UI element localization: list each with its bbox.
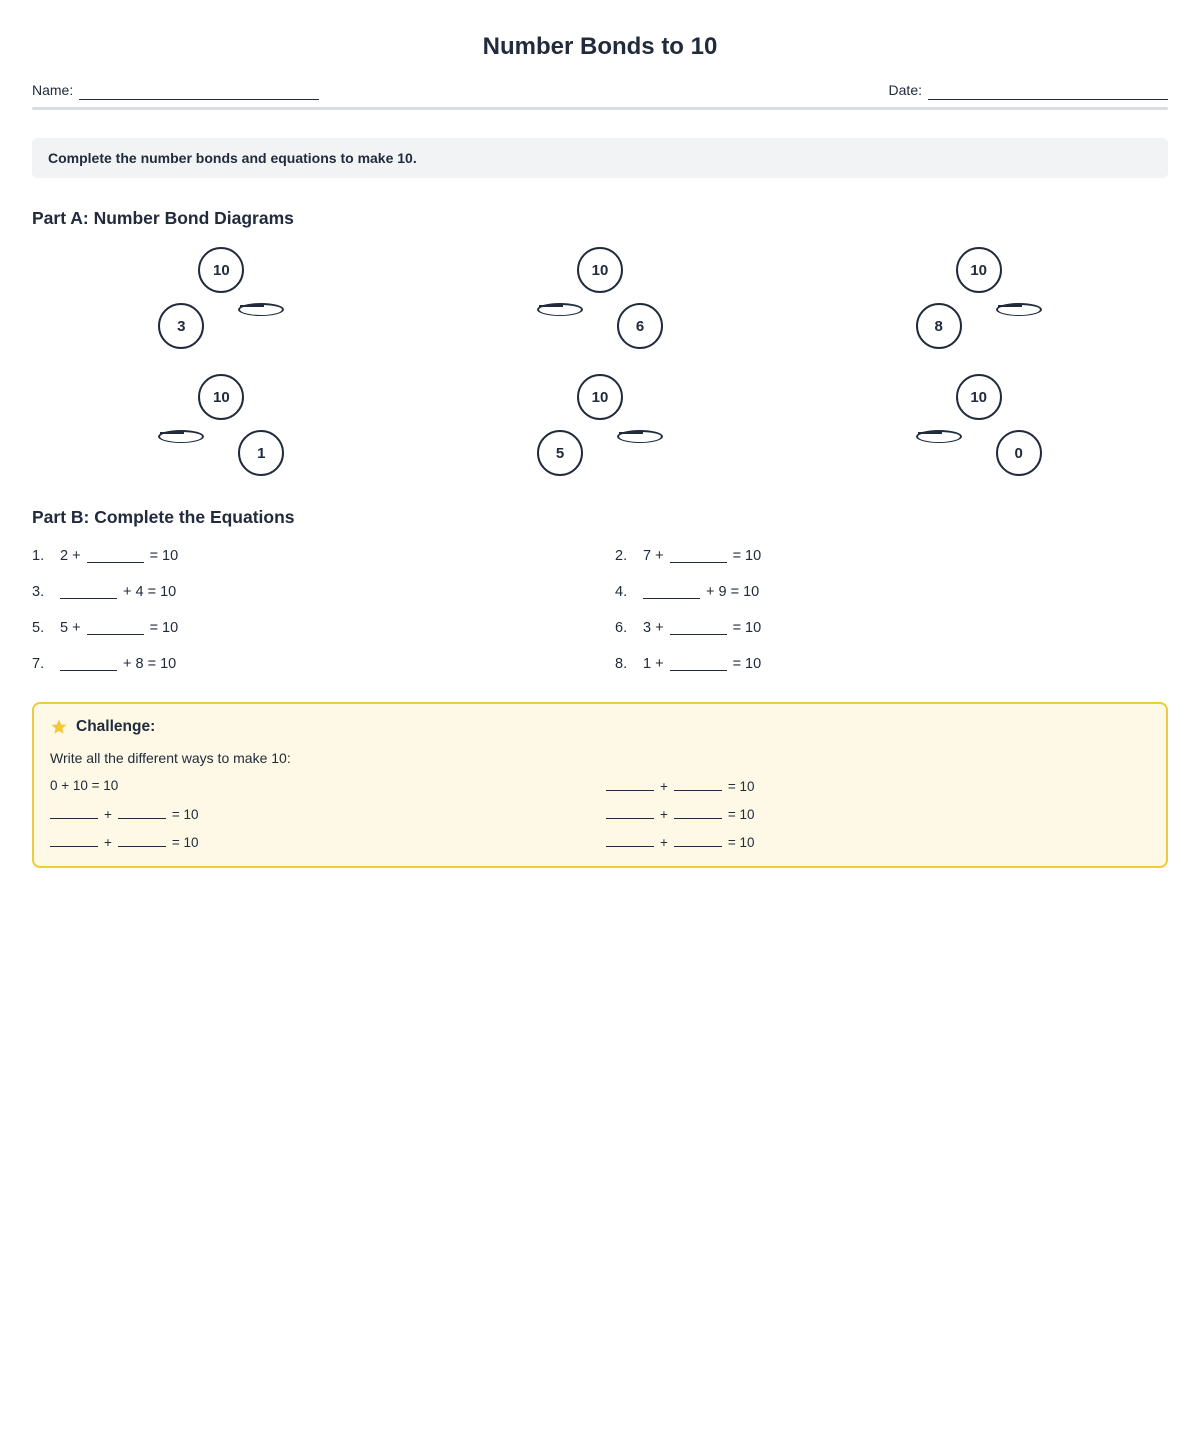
number-bond-diagram xyxy=(916,247,1042,349)
challenge-heading-row xyxy=(50,718,1150,736)
equation-text: = 10 xyxy=(149,620,179,636)
answer-blank xyxy=(670,550,727,563)
challenge-equation-row xyxy=(606,834,1150,854)
equation-body xyxy=(60,653,182,675)
equation-body xyxy=(643,617,767,639)
bond-part-circle: 5 xyxy=(537,430,583,476)
equation-number: 6. xyxy=(615,620,628,636)
date-field xyxy=(889,82,1168,98)
name-date-row xyxy=(32,82,1168,98)
bond-part-circle: 6 xyxy=(617,303,663,349)
name-line xyxy=(79,86,319,100)
bond-part-circle: 3 xyxy=(158,303,204,349)
bond-parts-row xyxy=(916,303,1042,349)
challenge-equation-row xyxy=(606,806,1150,826)
bond-whole-circle: 10 xyxy=(577,374,623,420)
equation-number: 8. xyxy=(615,656,628,672)
bond-part-circle: 1 xyxy=(238,430,284,476)
page-title: Number Bonds to 10 xyxy=(482,33,718,60)
answer-blank xyxy=(87,550,144,563)
answer-blank xyxy=(606,806,654,819)
bond-parts-row xyxy=(158,430,284,476)
equation-row xyxy=(32,545,615,567)
challenge-text: + xyxy=(660,779,668,794)
challenge-text: = 10 xyxy=(171,835,199,850)
equation-body xyxy=(60,617,184,639)
name-field xyxy=(32,82,319,98)
answer-blank xyxy=(643,586,700,599)
bond-whole-circle: 10 xyxy=(198,374,244,420)
equation-row xyxy=(32,617,615,639)
equation-body xyxy=(60,581,182,603)
challenge-left-column xyxy=(50,778,606,854)
equation-text: 5 + xyxy=(60,620,81,636)
star-icon xyxy=(50,718,68,736)
answer-blank xyxy=(160,432,184,434)
challenge-text: = 10 xyxy=(727,779,755,794)
bond-parts-row xyxy=(537,430,663,476)
bond-whole-circle: 10 xyxy=(577,247,623,293)
equation-row xyxy=(615,545,1168,567)
number-bond-diagram xyxy=(158,247,284,349)
equation-text: + 4 = 10 xyxy=(123,584,177,600)
equation-row xyxy=(32,653,615,675)
instruction-box xyxy=(32,138,1168,178)
header-divider xyxy=(32,107,1168,110)
answer-blank xyxy=(674,834,722,847)
equation-text: = 10 xyxy=(732,620,762,636)
equation-body xyxy=(643,545,767,567)
bond-grid xyxy=(32,247,1168,476)
number-bond-diagram xyxy=(537,374,663,476)
challenge-grid xyxy=(50,778,1150,854)
part-b-heading: Part B: Complete the Equations xyxy=(32,507,295,527)
bond-whole-circle: 10 xyxy=(956,247,1002,293)
equation-body xyxy=(643,653,767,675)
equation-row xyxy=(615,653,1168,675)
answer-blank xyxy=(606,834,654,847)
bond-parts-row xyxy=(158,303,284,349)
equation-body xyxy=(643,581,765,603)
answer-blank xyxy=(606,778,654,791)
answer-blank xyxy=(670,658,727,671)
answer-blank xyxy=(50,834,98,847)
challenge-text: = 10 xyxy=(171,807,199,822)
worksheet-page xyxy=(0,34,1200,868)
bond-blank-circle xyxy=(617,430,663,443)
instruction-text: Complete the number bonds and equations to make 10. xyxy=(48,150,417,166)
answer-blank xyxy=(118,834,166,847)
number-bond-diagram xyxy=(916,374,1042,476)
challenge-equation-row xyxy=(606,778,1150,798)
equation-grid xyxy=(32,545,1168,675)
challenge-text: 0 + 10 = 10 xyxy=(50,778,119,793)
equation-text: 7 + xyxy=(643,548,664,564)
date-label: Date: xyxy=(888,82,922,98)
answer-blank xyxy=(50,806,98,819)
number-bond-diagram xyxy=(158,374,284,476)
challenge-heading: Challenge: xyxy=(76,718,156,735)
answer-blank xyxy=(60,658,117,671)
equation-number: 1. xyxy=(32,548,45,564)
answer-blank xyxy=(998,305,1022,307)
bond-blank-circle xyxy=(916,430,962,443)
equation-body xyxy=(60,545,184,567)
challenge-prompt: Write all the different ways to make 10: xyxy=(50,750,291,766)
answer-blank xyxy=(918,432,942,434)
date-line xyxy=(928,86,1168,100)
answer-blank xyxy=(87,622,144,635)
equation-row xyxy=(615,617,1168,639)
equation-number: 2. xyxy=(615,548,628,564)
equation-number: 3. xyxy=(32,584,45,600)
challenge-text: + xyxy=(660,807,668,822)
bond-blank-circle xyxy=(996,303,1042,316)
equation-number: 4. xyxy=(615,584,628,600)
answer-blank xyxy=(118,806,166,819)
equation-text: 2 + xyxy=(60,548,81,564)
answer-blank xyxy=(674,806,722,819)
bond-blank-circle xyxy=(238,303,284,316)
bond-parts-row xyxy=(537,303,663,349)
equation-row xyxy=(32,581,615,603)
equation-text: = 10 xyxy=(732,656,762,672)
bond-blank-circle xyxy=(537,303,583,316)
challenge-box xyxy=(32,702,1168,868)
challenge-text: = 10 xyxy=(727,835,755,850)
bond-blank-circle xyxy=(158,430,204,443)
answer-blank xyxy=(674,778,722,791)
bond-whole-circle: 10 xyxy=(956,374,1002,420)
name-label: Name: xyxy=(32,82,74,98)
challenge-equation-row xyxy=(50,778,606,798)
part-a-heading: Part A: Number Bond Diagrams xyxy=(32,208,294,228)
challenge-text: + xyxy=(104,835,112,850)
bond-part-circle: 0 xyxy=(996,430,1042,476)
answer-blank xyxy=(240,305,264,307)
bond-part-circle: 8 xyxy=(916,303,962,349)
challenge-equation-row xyxy=(50,834,606,854)
answer-blank xyxy=(619,432,643,434)
equation-text: + 9 = 10 xyxy=(706,584,760,600)
challenge-text: + xyxy=(660,835,668,850)
equation-row xyxy=(615,581,1168,603)
challenge-right-column xyxy=(606,778,1150,854)
equation-number: 7. xyxy=(32,656,45,672)
equation-text: = 10 xyxy=(732,548,762,564)
bond-whole-circle: 10 xyxy=(198,247,244,293)
answer-blank xyxy=(539,305,563,307)
challenge-text: = 10 xyxy=(727,807,755,822)
answer-blank xyxy=(670,622,727,635)
equation-text: 1 + xyxy=(643,656,664,672)
equation-number: 5. xyxy=(32,620,45,636)
equation-text: = 10 xyxy=(149,548,179,564)
bond-parts-row xyxy=(916,430,1042,476)
challenge-text: + xyxy=(104,807,112,822)
challenge-equation-row xyxy=(50,806,606,826)
answer-blank xyxy=(60,586,117,599)
equation-text: + 8 = 10 xyxy=(123,656,177,672)
number-bond-diagram xyxy=(537,247,663,349)
equation-text: 3 + xyxy=(643,620,664,636)
